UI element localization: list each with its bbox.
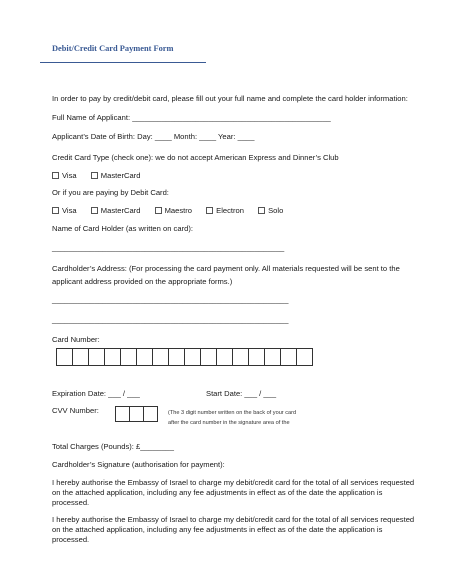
signature-label: Cardholder’s Signature (authorisation for payment): [52,460,225,469]
cvv-digit-box[interactable] [129,406,144,422]
cvv-boxes[interactable] [115,406,157,422]
credit-option-mastercard[interactable]: MasterCard [91,171,141,180]
authorisation-paragraph-1-line-2: on the attached application, including any fee adjustments in effect as of the date the application is [52,488,383,497]
date-of-birth-field[interactable]: Applicant’s Date of Birth: Day: ____ Month: ____ Year: ____ [52,132,255,141]
intro-text: In order to pay by credit/debit card, please fill out your full name and complete the card holder information: [52,94,408,103]
cvv-note-line-2: after the card number in the signature area of the [168,420,290,426]
card-holder-name-line[interactable]: _______________________________________________________ [52,243,285,252]
card-number-label: Card Number: [52,335,100,344]
card-type-heading: Credit Card Type (check one): we do not accept American Express and Dinner’s Club [52,153,339,162]
total-charges-field[interactable]: Total Charges (Pounds): £________ [52,442,175,451]
card-number-digit-box[interactable] [280,348,297,366]
card-number-digit-box[interactable] [248,348,265,366]
authorisation-paragraph-1-line-1: I hereby authorise the Embassy of Israel to charge my debit/credit card for the total of all services requested [52,478,415,487]
expiration-date-field[interactable]: Expiration Date: ___ / ___ [52,389,140,398]
card-number-digit-box[interactable] [296,348,313,366]
authorisation-paragraph-2-line-1: I hereby authorise the Embassy of Israel to charge my debit/credit card for the total of all services requested [52,515,415,524]
card-number-digit-box[interactable] [264,348,281,366]
debit-mastercard-checkbox[interactable] [91,207,98,214]
debit-option-electron[interactable]: Electron [206,206,244,215]
authorisation-paragraph-1-line-3: processed. [52,498,90,507]
address-line-1[interactable]: ________________________________________________________ [52,295,289,304]
debit-option-visa[interactable]: Visa [52,206,77,215]
credit-option-visa[interactable]: Visa [52,171,77,180]
cvv-digit-box[interactable] [115,406,130,422]
title-underline [40,62,206,63]
card-number-digit-box[interactable] [184,348,201,366]
mastercard-checkbox[interactable] [91,172,98,179]
address-line-2[interactable]: ________________________________________________________ [52,315,289,324]
card-number-digit-box[interactable] [232,348,249,366]
card-number-digit-box[interactable] [152,348,169,366]
card-number-digit-box[interactable] [104,348,121,366]
cvv-digit-box[interactable] [143,406,158,422]
authorisation-paragraph-2-line-2: on the attached application, including any fee adjustments in effect as of the date the application is [52,525,383,534]
cvv-note-line-1: (The 3 digit number written on the back of your card [168,410,297,416]
debit-solo-checkbox[interactable] [258,207,265,214]
debit-heading: Or if you are paying by Debit Card: [52,188,169,197]
card-number-digit-box[interactable] [200,348,217,366]
cardholder-address-label: Cardholder’s Address: (For processing the card payment only. All materials requested will be sent to the [52,264,400,273]
debit-visa-checkbox[interactable] [52,207,59,214]
debit-option-maestro[interactable]: Maestro [155,206,192,215]
card-holder-name-label: Name of Card Holder (as written on card): [52,224,193,233]
start-date-field[interactable]: Start Date: ___ / ___ [206,389,277,398]
card-number-digit-box[interactable] [56,348,73,366]
debit-card-options [52,207,295,216]
card-number-boxes[interactable] [56,348,312,366]
full-name-field[interactable]: Full Name of Applicant: _______________________________________________ [52,113,331,122]
debit-electron-checkbox[interactable] [206,207,213,214]
card-number-digit-box[interactable] [120,348,137,366]
debit-maestro-checkbox[interactable] [155,207,162,214]
debit-option-solo[interactable]: Solo [258,206,283,215]
cardholder-address-note: applicant address provided on the appropriate forms.) [52,277,233,286]
authorisation-paragraph-2-line-3: processed. [52,535,90,544]
cvv-label: CVV Number: [52,406,99,415]
card-number-digit-box[interactable] [88,348,105,366]
credit-card-options [52,172,152,181]
card-number-digit-box[interactable] [168,348,185,366]
card-number-digit-box[interactable] [136,348,153,366]
card-number-digit-box[interactable] [216,348,233,366]
visa-checkbox[interactable] [52,172,59,179]
card-number-digit-box[interactable] [72,348,89,366]
form-title: Debit/Credit Card Payment Form [52,44,174,53]
debit-option-mastercard[interactable]: MasterCard [91,206,141,215]
